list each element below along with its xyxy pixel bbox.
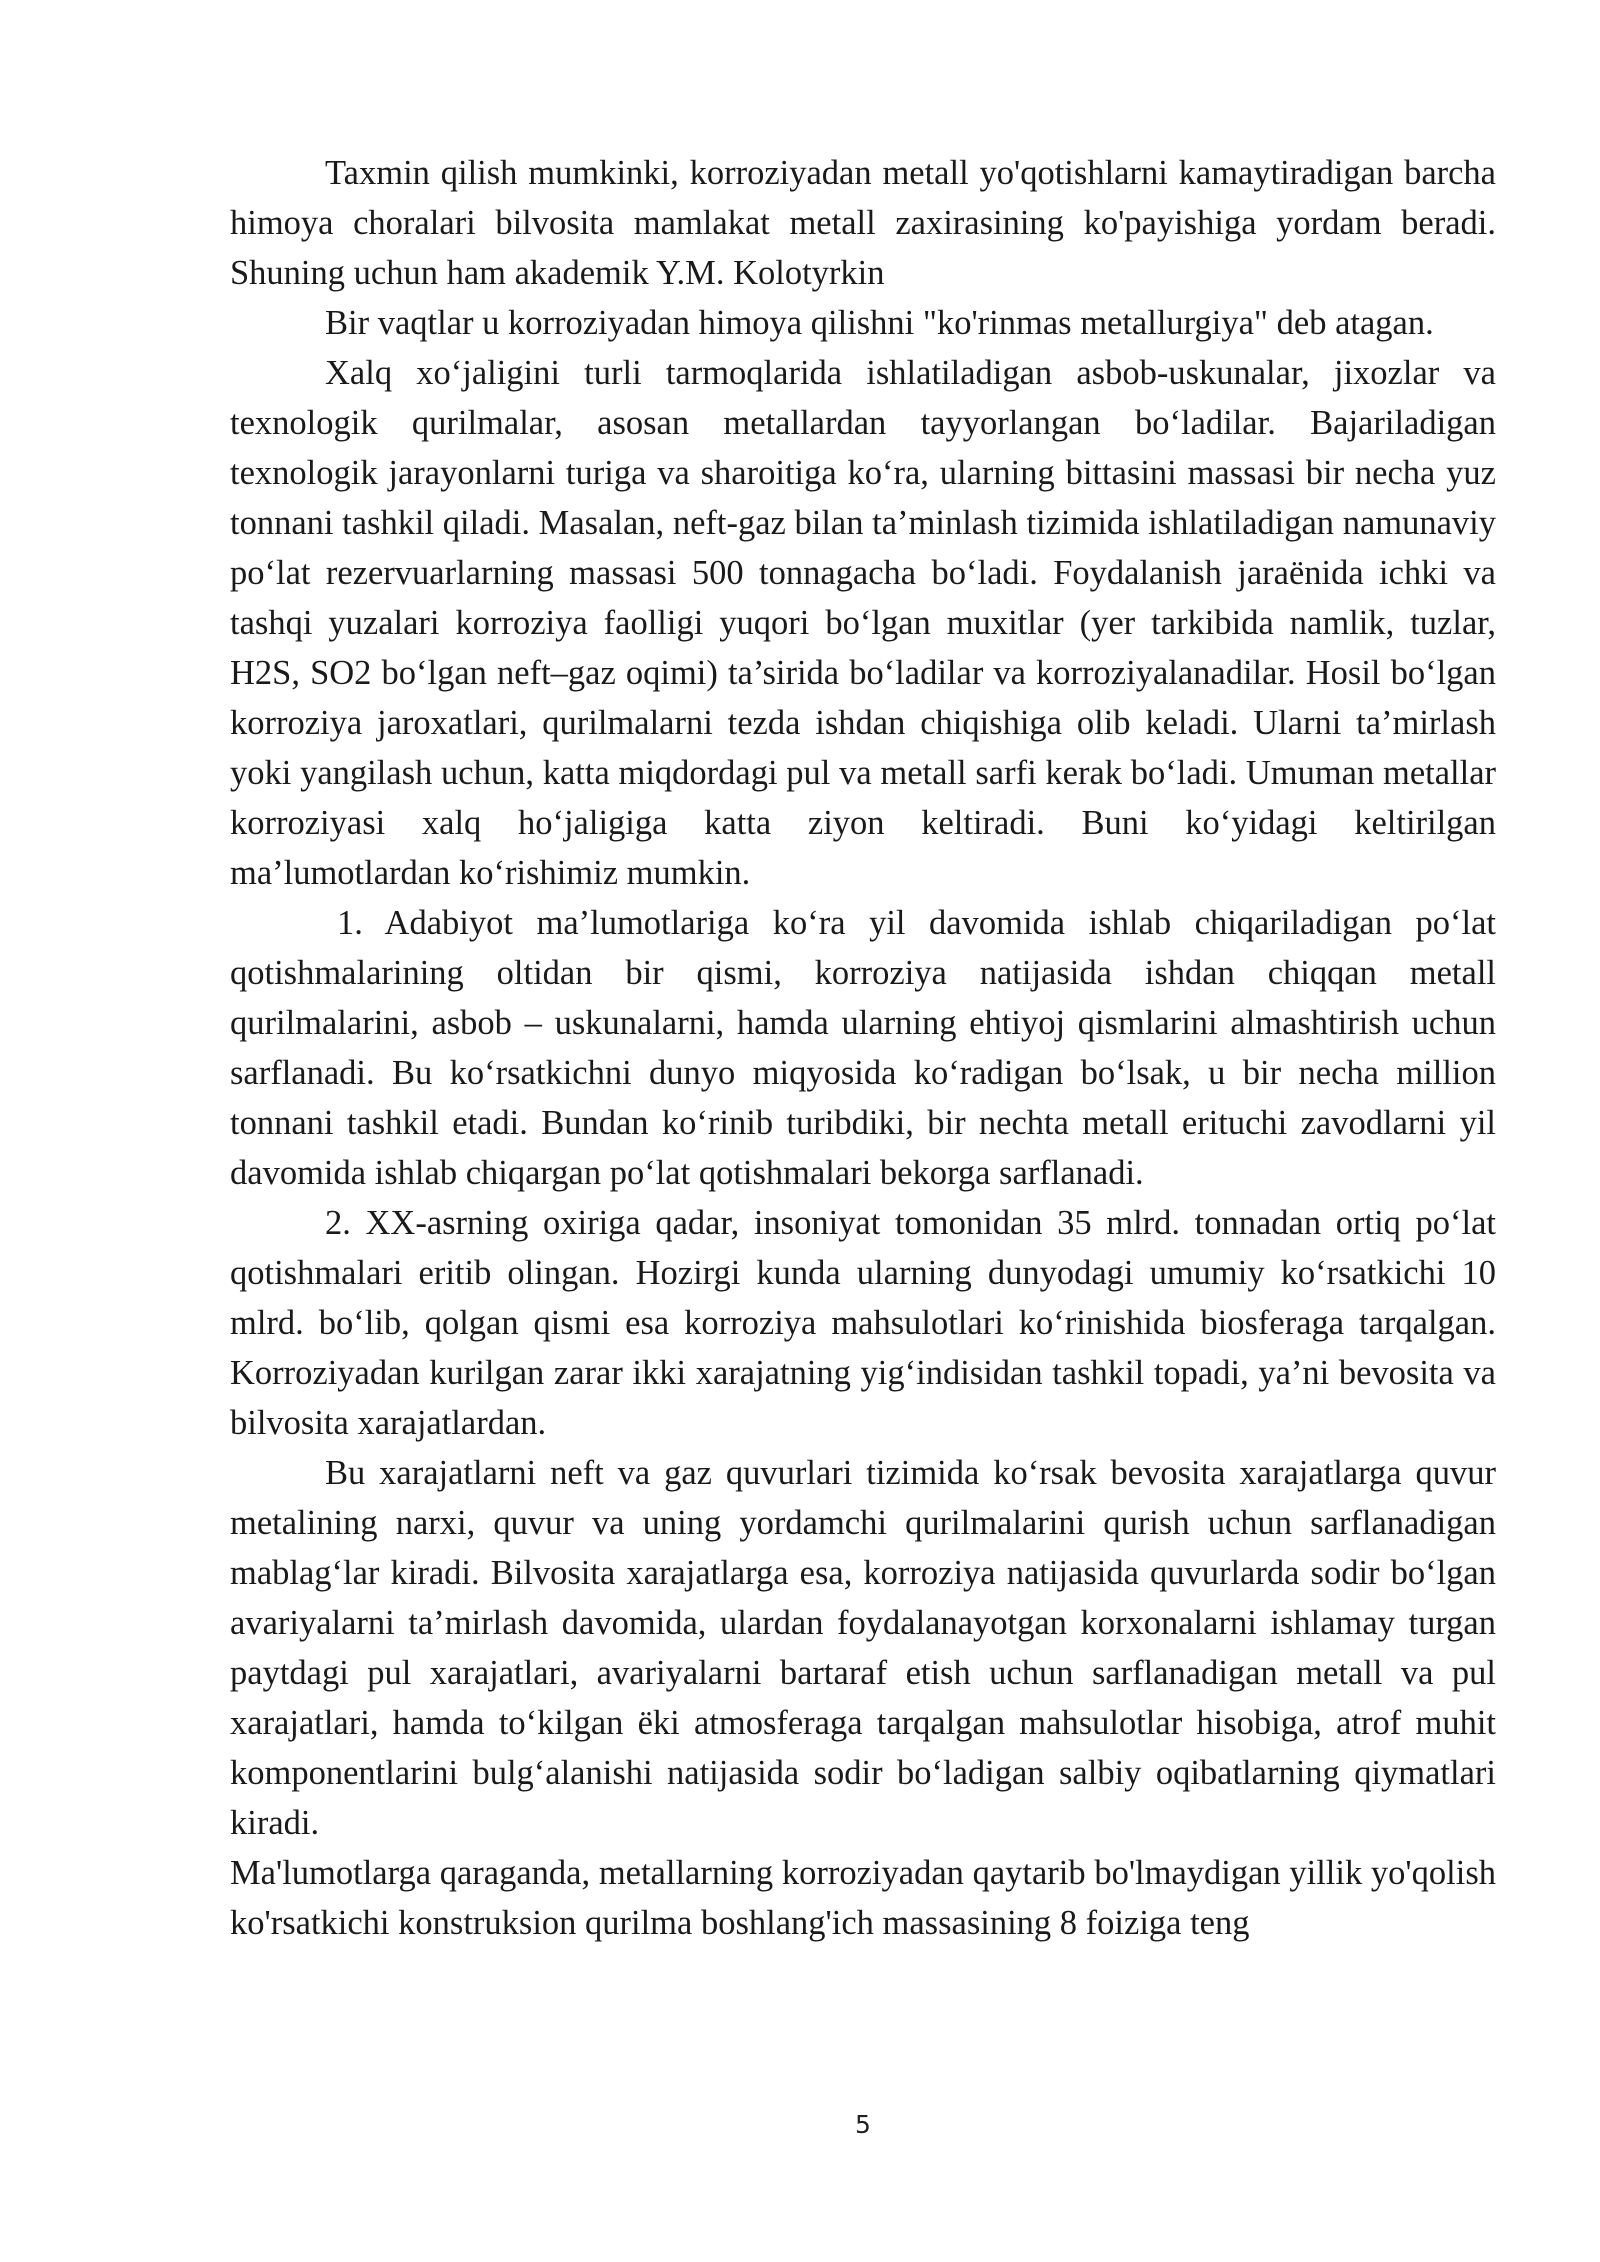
paragraph-equipment: Xalq xo‘jaligini turli tarmoqlarida ishlatiladigan asbob-uskunalar, jixozlar va texnologik qurilmalar, asosan metallardan tayyorlangan bo‘ladilar. Bajariladigan texnologik jarayonlarni turiga va sharoitiga ko‘ra, ularning bittasini massasi bir necha yuz tonnani tashkil qiladi. Masalan, neft-gaz bilan ta’minlash tizimida ishlatiladigan namunaviy po‘lat rezervuarlarning massasi 500 tonnagacha bo‘ladi. Foydalanish jaraёnida ichki va tashqi yuzalari korroziya faolligi yuqori bo‘lgan muxitlar (yer tarkibida namlik, tuzlar, H2S, SO2 bo‘lgan neft–gaz oqimi) ta’sirida bo‘ladilar va korroziyalanadilar. Hosil bo‘lgan korroziya jaroxatlari, qurilmalarni tezda ishdan chiqishiga olib keladi. Ularni ta’mirlash yoki yangilash uchun, katta miqdordagi pul va metall sarfi kerak bo‘ladi. Umuman metallar korroziyasi xalq ho‘jaligiga katta ziyon keltiradi. Buni ko‘yidagi keltirilgan ma’lumotlardan ko‘rishimiz mumkin.: [230, 354, 1496, 892]
paragraph-costs: Bu xarajatlarni neft va gaz quvurlari tizimida ko‘rsak bevosita xarajatlarga quvur metalining narxi, quvur va uning yordamchi qurilmalarini qurish uchun sarflanadigan mablag‘lar kiradi. Bilvosita xarajatlarga esa, korroziya natijasida quvurlarda sodir bo‘lgan avariyalarni ta’mirlash davomida, ulardan foydalanayotgan korxonalarni ishlamay turgan paytdagi pul xarajatlari, avariyalarni bartaraf etish uchun sarflanadigan metall va pul xarajatlari, hamda to‘kilgan ёki atmosferaga tarqalgan mahsulotlar hisobiga, atrof muhit komponentlarini bulg‘alanishi natijasida sodir bo‘ladigan salbiy oqibatlarning qiymatlari kiradi.: [230, 1454, 1496, 1842]
list-item-2: 2. XX-asrning oxiriga qadar, insoniyat tomonidan 35 mlrd. tonnadan ortiq po‘lat qotishmalari eritib olingan. Hozirgi kunda ularning dunyodagi umumiy ko‘rsatkichi 10 mlrd. bo‘lib, qolgan qismi esa korroziya mahsulotlari ko‘rinishida biosferaga tarqalgan. Korroziyadan kurilgan zarar ikki xarajatning yig‘indisidan tashkil topadi, ya’ni bevosita va bilvosita xarajatlardan.: [230, 1204, 1496, 1442]
paragraph-invisible-metallurgy: Bir vaqtlar u korroziyadan himoya qilishni "ko'rinmas metallurgiya" deb atagan.: [325, 304, 1434, 342]
page-number: 5: [855, 2110, 871, 2139]
paragraph-intro: Taxmin qilish mumkinki, korroziyadan metall yo'qotishlarni kamaytiradigan barcha himoya choralari bilvosita mamlakat metall zaxirasining ko'payishiga yordam beradi. Shuning uchun ham akademik Y.M. Kolotyrkin: [230, 154, 1496, 292]
body-text: [230, 148, 1496, 1948]
paragraph-annual-loss: Ma'lumotlarga qaraganda, metallarning korroziyadan qaytarib bo'lmaydigan yillik yo'qolish ko'rsatkichi konstruksion qurilma boshlang'ich massasining 8 foiziga teng: [230, 1854, 1496, 1942]
list-item-1: 1. Adabiyot ma’lumotlariga ko‘ra yil davomida ishlab chiqariladigan po‘lat qotishmalarining oltidan bir qismi, korroziya natijasida ishdan chiqqan metall qurilmalarini, asbob – uskunalarni, hamda ularning ehtiyoj qismlarini almashtirish uchun sarflanadi. Bu ko‘rsatkichni dunyo miqyosida ko‘radigan bo‘lsak, u bir necha million tonnani tashkil etadi. Bundan ko‘rinib turibdiki, bir nechta metall erituchi zavodlarni yil davomida ishlab chiqargan po‘lat qotishmalari bekorga sarflanadi.: [230, 904, 1496, 1192]
